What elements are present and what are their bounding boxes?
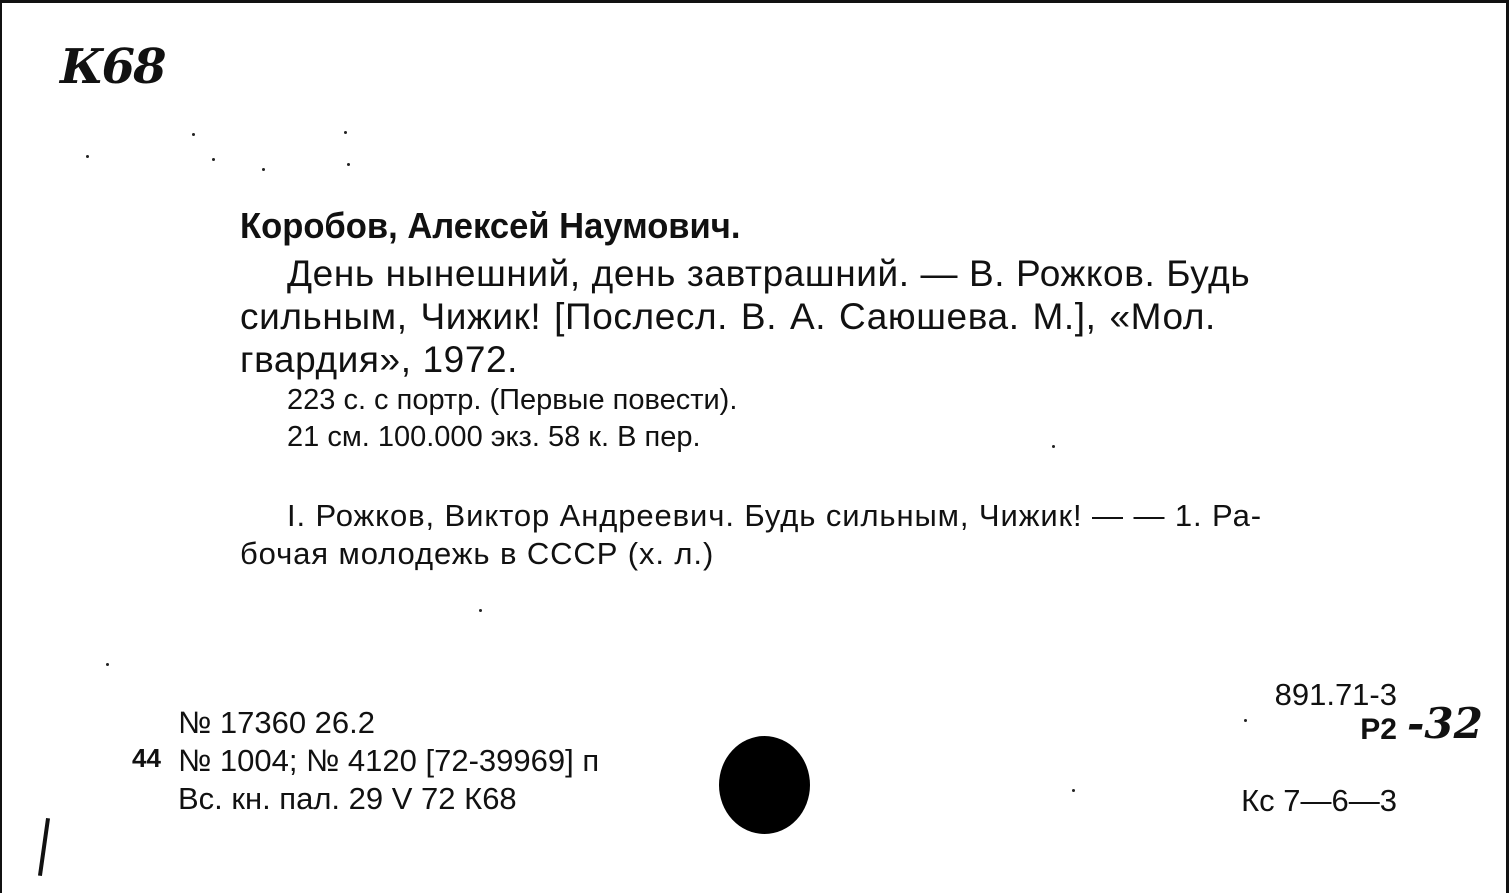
scan-speck	[347, 163, 350, 166]
registration-line-1: № 17360 26.2	[178, 705, 376, 740]
scan-speck	[106, 663, 109, 666]
title-line-1: День нынешний, день завтрашний. — В. Рожков. Будь	[287, 253, 1251, 294]
classification-number: 891.71-3	[1274, 677, 1397, 712]
punch-hole	[719, 736, 810, 834]
handwritten-shelfmark: К68	[60, 39, 165, 95]
scan-speck	[1052, 445, 1055, 448]
author-mark: Р2	[1360, 713, 1397, 746]
scan-speck	[1244, 719, 1247, 722]
scan-speck	[262, 168, 265, 171]
physical-description-1: 223 с. с портр. (Первые повести).	[287, 384, 738, 416]
registration-line-3: Вс. кн. пал. 29 V 72 К68	[178, 781, 517, 816]
scan-speck	[212, 158, 215, 161]
physical-description-2: 21 см. 100.000 экз. 58 к. В пер.	[287, 421, 701, 453]
registration-prefix: 44	[132, 743, 161, 773]
title-line-3: гвардия», 1972.	[240, 339, 519, 380]
scan-speck	[86, 155, 89, 158]
scan-speck	[192, 133, 195, 136]
scan-speck	[344, 131, 347, 134]
tracing-line-1: I. Рожков, Виктор Андреевич. Будь сильным, Чижик! — — 1. Ра-	[287, 498, 1262, 533]
scan-speck	[479, 609, 482, 612]
tracing-line-2: бочая молодежь в СССР (х. л.)	[240, 536, 715, 571]
author-heading: Коробов, Алексей Наумович.	[240, 205, 741, 246]
card-set-code: Кс 7—6—3	[1241, 783, 1397, 818]
scan-mark	[38, 818, 50, 876]
handwritten-note: -32	[1407, 699, 1483, 748]
registration-line-2: № 1004; № 4120 [72-39969] п	[178, 743, 600, 778]
scan-speck	[1072, 789, 1075, 792]
title-line-2: сильным, Чижик! [Послесл. В. А. Саюшева. М.], «Мол.	[240, 296, 1216, 337]
